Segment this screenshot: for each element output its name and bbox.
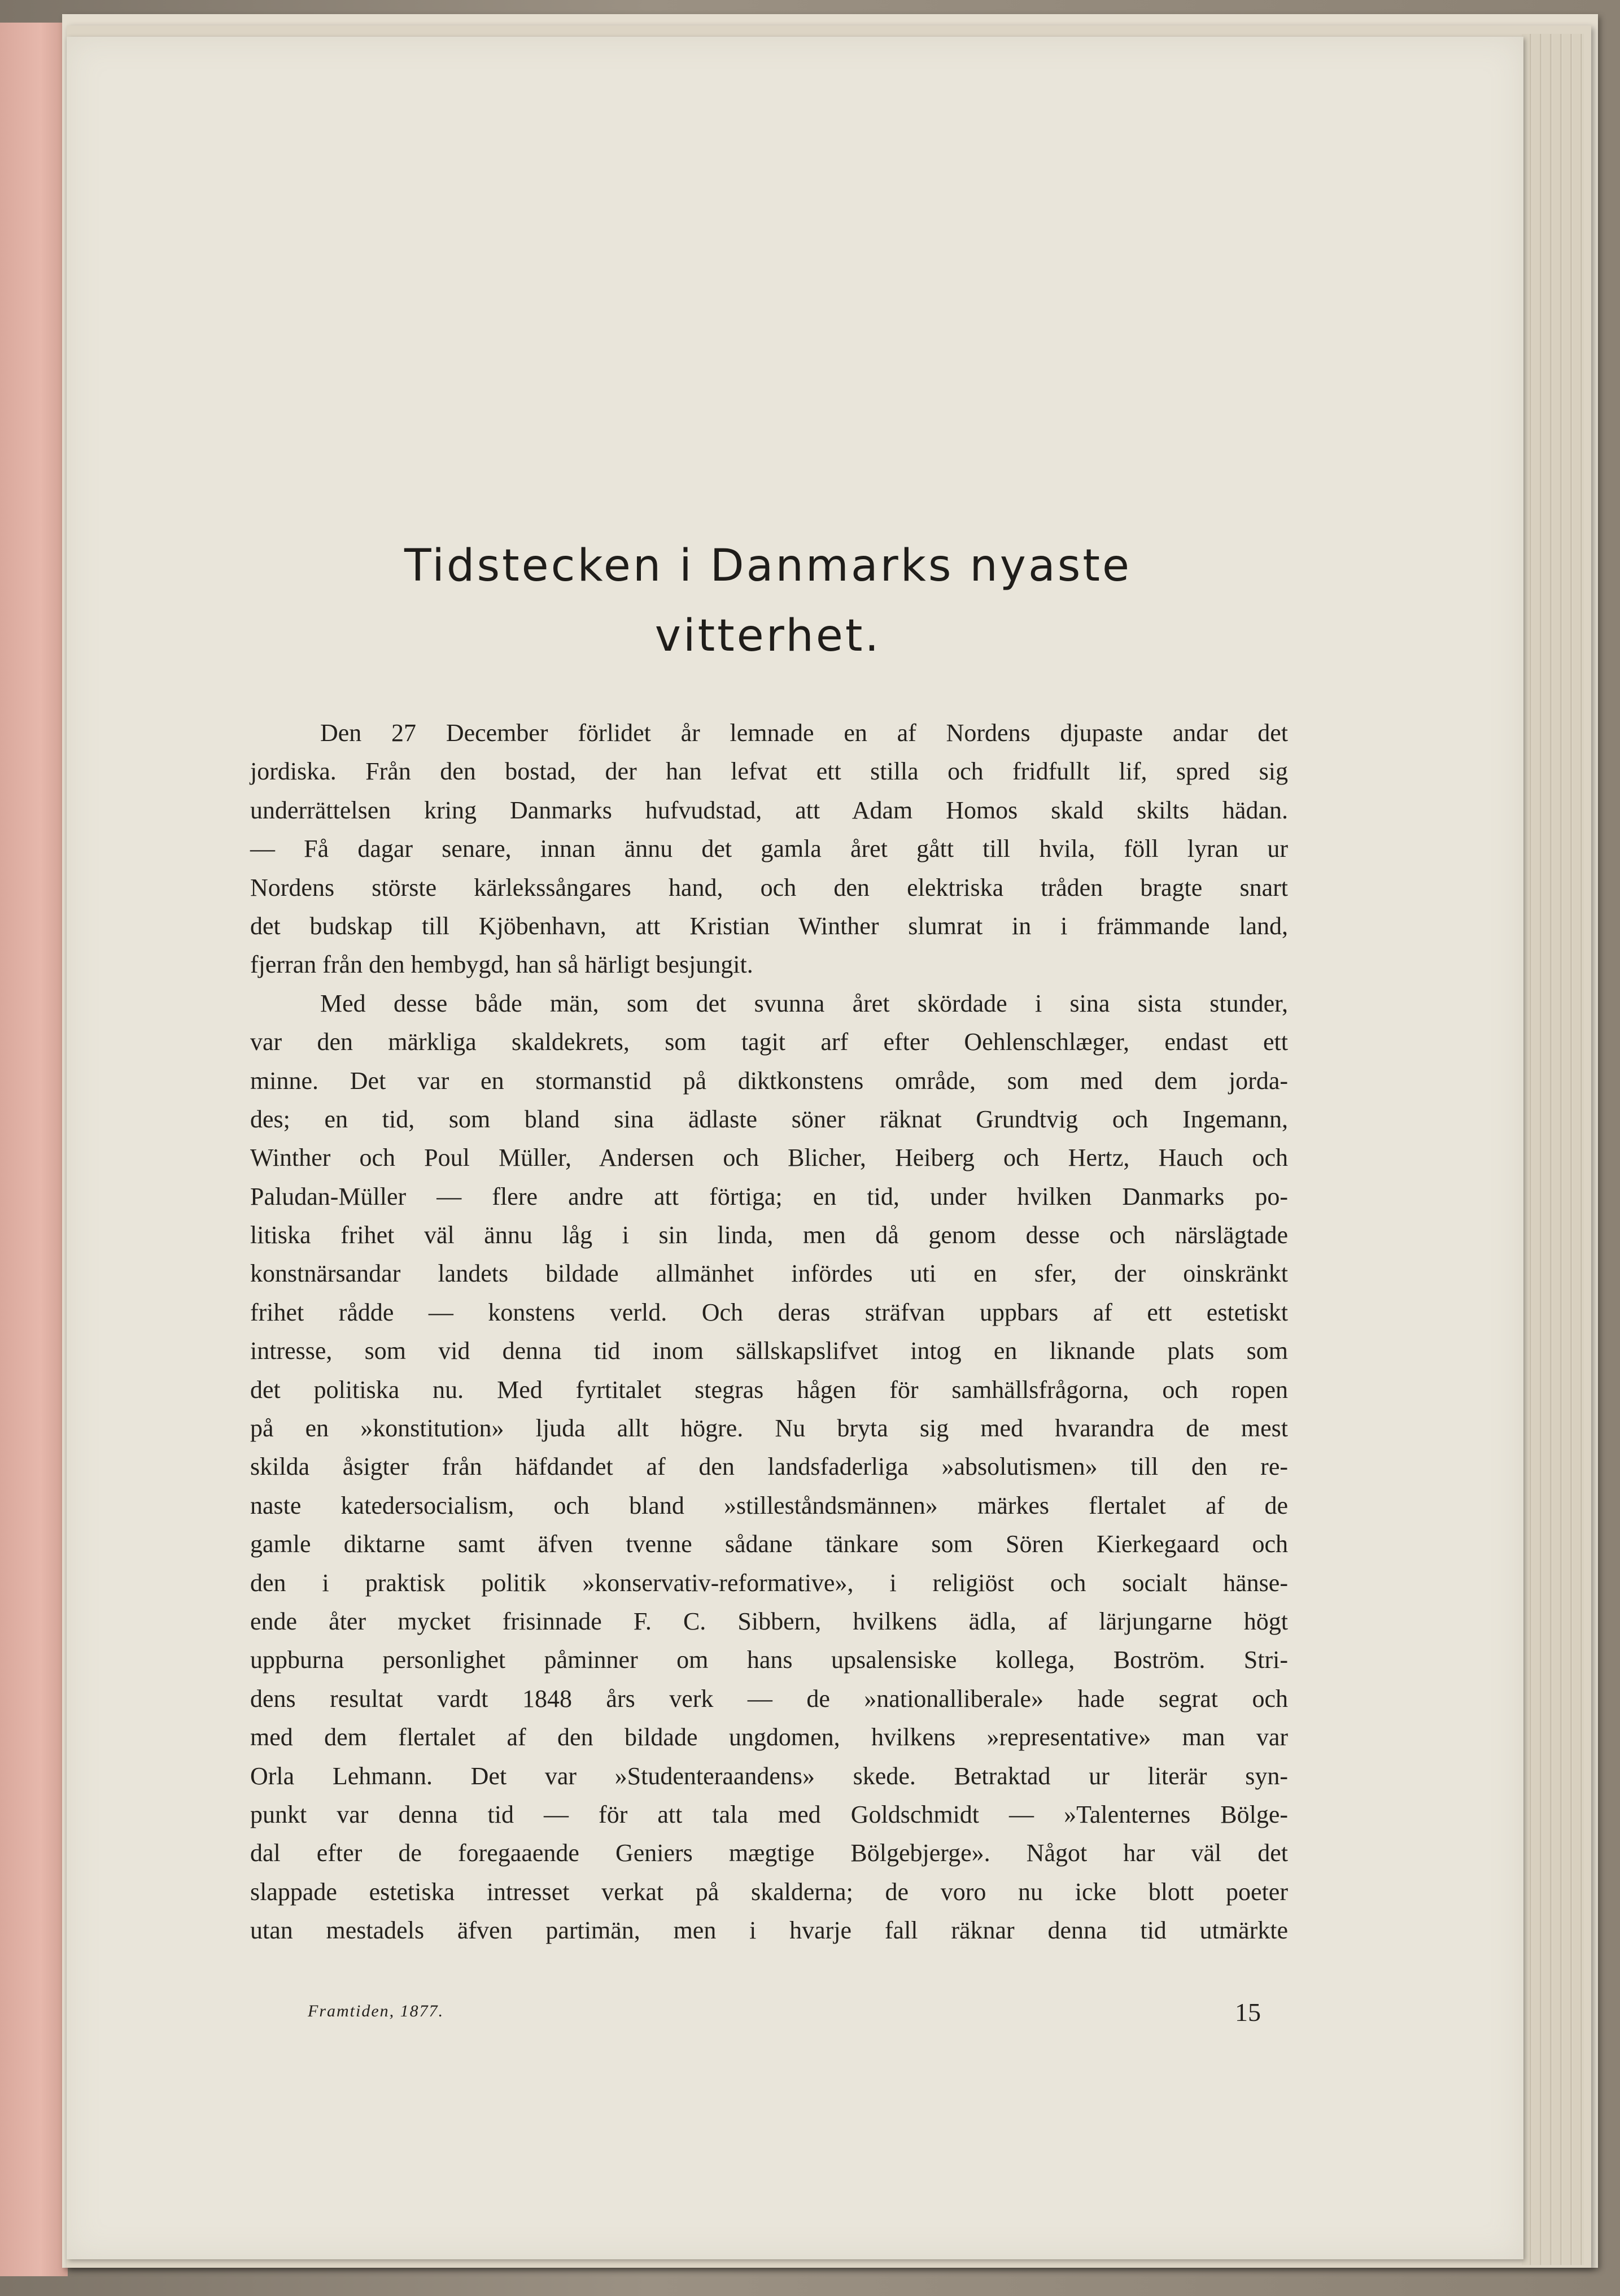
text-line: var den märkliga skaldekrets, som tagit arf efter Oehlenschlæger, endast ett bbox=[250, 1028, 1288, 1056]
text-line: intresse, som vid denna tid inom sällskapslifvet intog en liknande plats som bbox=[250, 1337, 1288, 1365]
article-title bbox=[237, 531, 1299, 671]
text-line: fjerran från den hembygd, han så härligt besjungit. bbox=[250, 951, 753, 979]
source-citation: Framtiden, 1877. bbox=[308, 2002, 444, 2020]
text-line: skilda åsigter från häfdandet af den landsfaderliga »absolutismen» till den re- bbox=[250, 1453, 1288, 1481]
text-line: det politiska nu. Med fyrtitalet stegras hågen för samhällsfrågorna, och ropen bbox=[250, 1375, 1288, 1404]
page-number: 15 bbox=[1235, 1998, 1261, 2027]
text-line: dal efter de foregaaende Geniers mægtige Bölgebjerge». Något har väl det bbox=[250, 1839, 1288, 1867]
text-line: Orla Lehmann. Det var »Studenteraandens» skede. Betraktad ur literär syn- bbox=[250, 1762, 1288, 1790]
text-line: naste katedersocialism, och bland »stilleståndsmännen» märkes flertalet af de bbox=[250, 1491, 1288, 1519]
title-line: Tidstecken i Danmarks nyaste bbox=[404, 541, 1132, 591]
text-line: punkt var denna tid — för att tala med Goldschmidt — »Talenternes Bölge- bbox=[250, 1800, 1288, 1828]
text-line: frihet rådde — konstens verld. Och deras sträfvan uppbars af ett estetiskt bbox=[250, 1298, 1288, 1326]
article-body bbox=[250, 714, 1288, 1950]
text-line: minne. Det var en stormanstid på diktkonstens område, som med dem jorda- bbox=[250, 1066, 1288, 1095]
text-line: med dem flertalet af den bildade ungdomen, hvilkens »representative» man var bbox=[250, 1723, 1288, 1752]
text-line: det budskap till Kjöbenhavn, att Kristian Winther slumrat in i främmande land, bbox=[250, 912, 1288, 940]
text-line: Den 27 December förlidet år lemnade en af Nordens djupaste andar det bbox=[320, 719, 1288, 747]
text-line: litiska frihet väl ännu låg i sin linda, men då genom desse och närslägtade bbox=[250, 1221, 1288, 1249]
text-line: utan mestadels äfven partimän, men i hvarje fall räknar denna tid utmärkte bbox=[250, 1916, 1288, 1945]
text-line: Winther och Poul Müller, Andersen och Blicher, Heiberg och Hertz, Hauch och bbox=[250, 1144, 1288, 1172]
text-line: den i praktisk politik »konservativ-reformative», i religiöst och socialt hänse- bbox=[250, 1569, 1288, 1597]
text-line: på en »konstitution» ljuda allt högre. Nu bryta sig med hvarandra de mest bbox=[250, 1414, 1288, 1443]
text-line: slappade estetiska intresset verkat på skalderna; de voro nu icke blott poeter bbox=[250, 1877, 1288, 1906]
text-line: konstnärsandar landets bildade allmänhet infördes uti en sfer, der oinskränkt bbox=[250, 1260, 1288, 1288]
text-line: Nordens störste kärlekssångares hand, och den elektriska tråden bragte snart bbox=[250, 873, 1288, 901]
text-line: gamle diktarne samt äfven tvenne sådane tänkare som Sören Kierkegaard och bbox=[250, 1530, 1288, 1558]
page-edges bbox=[1522, 34, 1584, 2265]
text-line: Med desse både män, som det svunna året skördade i sina sista stunder, bbox=[320, 989, 1288, 1017]
text-line: uppburna personlighet påminner om hans upsalensiske kollega, Boström. Stri- bbox=[250, 1646, 1288, 1674]
text-line: dens resultat vardt 1848 års verk — de »nationalliberale» hade segrat och bbox=[250, 1684, 1288, 1713]
text-line: ende åter mycket frisinnade F. C. Sibbern, hvilkens ädla, af lärjungarne högt bbox=[250, 1607, 1288, 1635]
text-line: underrättelsen kring Danmarks hufvudstad, att Adam Homos skald skilts hädan. bbox=[250, 796, 1288, 824]
text-line: — Få dagar senare, innan ännu det gamla året gått till hvila, föll lyran ur bbox=[250, 835, 1288, 863]
text-line: Paludan-Müller — flere andre att förtiga; en tid, under hvilken Danmarks po- bbox=[250, 1182, 1288, 1210]
binding-spine bbox=[0, 23, 68, 2276]
text-line: des; en tid, som bland sina ädlaste söner räknat Grundtvig och Ingemann, bbox=[250, 1105, 1288, 1133]
text-line: jordiska. Från den bostad, der han lefvat ett stilla och fridfullt lif, spred sig bbox=[250, 757, 1288, 786]
title-line: vitterhet. bbox=[654, 611, 881, 661]
